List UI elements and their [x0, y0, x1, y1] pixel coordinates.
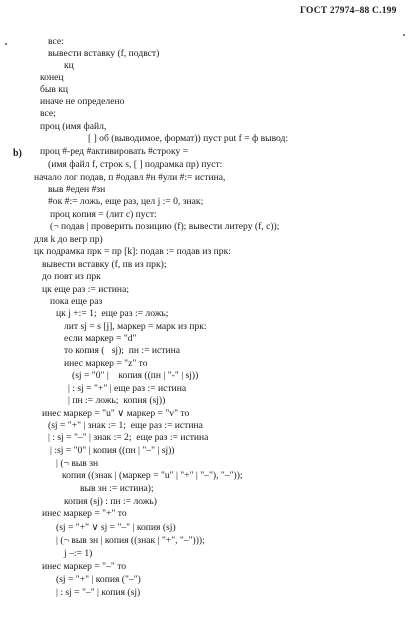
code-line: | пн := ложь; копия (sj))	[68, 395, 166, 406]
code-line: для k до вегр пр)	[34, 234, 103, 245]
code-line: копия ((знак | (маркер = "u" | "+" | "–"), "–"));	[62, 470, 243, 481]
code-line: цк j +:= 1; еще раз := ложь;	[56, 308, 169, 319]
code-line: конец	[40, 72, 64, 83]
code-line: вывести вставку (f, пв из прк);	[42, 259, 167, 270]
code-line: то копия ( sj); пн := истина	[64, 345, 181, 356]
code-line: | : sj = "–" | знак := 2; еще раз := истина	[48, 432, 209, 443]
code-line: начало лог подав, п #одавл #н #ули #:= истина,	[34, 172, 226, 183]
code-line: иначе не определено	[40, 96, 125, 107]
code-line: все;	[40, 108, 56, 119]
code-line: (sj = "+" ∨ sj = "–" | копия (sj)	[56, 522, 176, 533]
code-line: проц #-ред #активировать #строку =	[40, 146, 189, 157]
code-line: (¬ подав | проверить позицию (f); вывести литеру (f, c));	[50, 221, 280, 232]
code-line: | : sj = "–" | копия (sj)	[56, 587, 141, 598]
code-line: инес маркер = "u" ∨ маркер = "v" то	[42, 408, 190, 419]
code-line: быв кц	[40, 84, 69, 95]
section-marker: b)	[13, 148, 22, 159]
code-line: [ ] об (выводимое, формат)) пуст put f = ф вывод:	[88, 133, 289, 144]
code-line: кц	[64, 60, 74, 71]
code-line: проц копия = (лит с) пуст:	[50, 209, 157, 220]
code-line: копия (sj) : пн := ложь)	[64, 496, 157, 507]
code-line: #ок #:= ложь, еще раз, цел j := 0, знак;	[48, 196, 204, 207]
code-line: выв #еден #зн	[48, 184, 106, 195]
code-line: (sj = "+" | знак := 1; еще раз := истина	[48, 420, 203, 431]
code-line: проц (имя файл,	[40, 121, 107, 132]
code-line: выв зн := истина);	[80, 483, 154, 494]
code-line: все:	[48, 36, 64, 47]
code-line: (sj = "+" | копия ("–")	[56, 574, 141, 585]
code-line: j –:= 1)	[64, 548, 93, 559]
code-line: (имя файл f, строк s, [ ] подрамка пр) пуст:	[48, 159, 223, 170]
code-line: | :sj = "0" | копия ((пн | "–" | sj))	[50, 445, 175, 456]
code-line: цк подрамка прк = пр [k]: подав := подав из прк:	[34, 246, 231, 257]
scan-speck	[5, 43, 7, 45]
code-line: лит sj = s [j], маркер = марк из прк:	[64, 321, 207, 332]
code-line: | : sj = "+" | еще раз := истина	[68, 383, 187, 394]
code-line: | (¬ выв зн	[56, 458, 99, 469]
code-line: цк еще раз := истина;	[42, 284, 129, 295]
page-header: ГОСТ 27974–88 С.199	[300, 6, 397, 16]
code-line: пока еще раз	[50, 296, 103, 307]
code-line: инес маркер = "z" то	[64, 358, 148, 369]
code-line: инес маркер = "+" то	[42, 508, 127, 519]
scan-speck	[403, 34, 405, 36]
code-line: если маркер = "d"	[64, 333, 137, 344]
code-line: инес маркер = "–" то	[42, 561, 127, 572]
code-line: до повт из прк	[42, 271, 101, 282]
code-line: (sj = "0" | копия ((пн | "-" | sj))	[72, 370, 199, 381]
code-line: | (¬ выв зн | копия ((знак | "+", "–")));	[56, 535, 205, 546]
code-line: вывести вставку (f, подвст)	[48, 48, 160, 59]
